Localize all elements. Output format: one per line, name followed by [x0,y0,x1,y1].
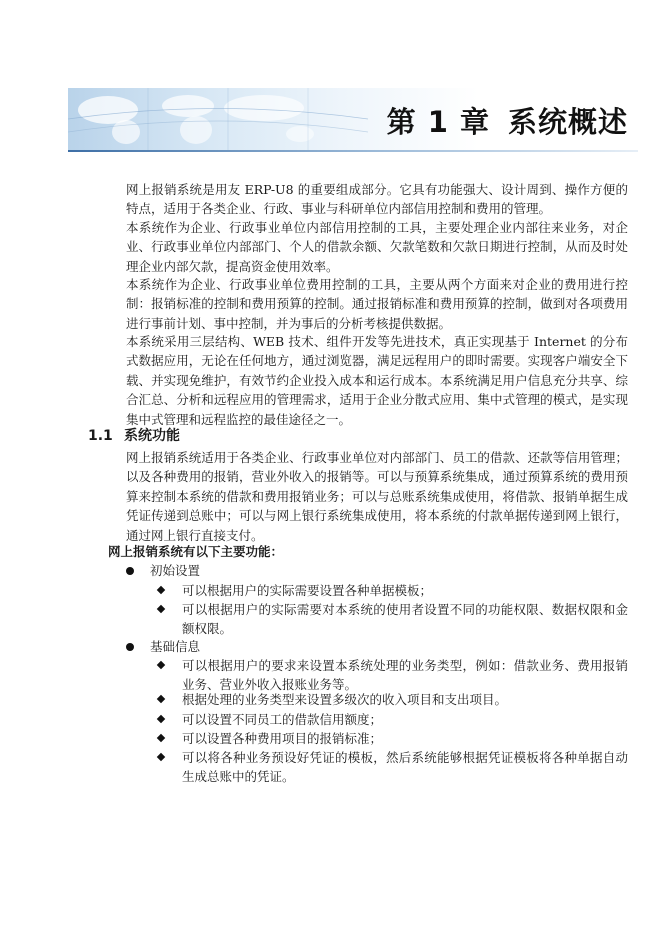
chapter-title-text: 系统概述 [507,105,628,139]
feature-list-intro: 网上报销系统有以下主要功能： [108,544,284,559]
chapter-heading [387,100,628,141]
feature-item: 可以设置各种费用项目的报销标准； [158,729,628,748]
diamond-bullet-icon [157,605,165,613]
feature-item: 可以设置不同员工的借款信用额度； [158,710,628,729]
banner-rule [68,150,638,152]
section-title: 系统功能 [124,428,180,444]
diamond-bullet-icon [157,734,165,742]
feature-item: 可以根据用户的实际需要设置各种单据模板； [158,581,628,600]
feature-item: 根据处理的业务类型来设置多级次的收入项目和支出项目。 [158,690,628,709]
feature-item: 可以根据用户的实际需要对本系统的使用者设置不同的功能权限、数据权限和金额权限。 [158,600,628,638]
diamond-bullet-icon [157,715,165,723]
diamond-bullet-icon [157,753,165,761]
bullet-icon [126,567,134,575]
diamond-bullet-icon [157,661,165,669]
diamond-bullet-icon [157,695,165,703]
intro-paragraph: 本系统作为企业、行政事业单位费用控制的工具，主要从两个方面来对企业的费用进行控制：报销标准的控制和费用预算的控制。通过报销标准和费用预算的控制，做到对各项费用进行事前计划、事中控制，并为事后的分析考核提供数据。 [126,277,628,331]
section-heading [88,425,180,445]
feature-item: 可以根据用户的要求来设置本系统处理的业务类型，例如：借款业务、费用报销业务、营业外收入报账业务等。 [158,656,628,694]
section-number: 1.1 [88,428,113,444]
world-map-graphic [68,88,368,150]
feature-group-label: 初始设置 [150,563,201,578]
bullet-icon [126,643,134,651]
intro-paragraph: 本系统作为企业、行政事业单位内部信用控制的工具，主要处理企业内部往来业务，对企业、行政事业单位内部部门、个人的借款余额、欠款笔数和欠款日期进行控制，从而及时处理企业内部欠款，提高资金使用效率。 [126,220,628,274]
feature-item: 可以将各种业务预设好凭证的模板，然后系统能够根据凭证模板将各种单据自动生成总账中的凭证。 [158,748,628,786]
intro-paragraph: 本系统采用三层结构、WEB 技术、组件开发等先进技术，真正实现基于 Internet 的分布式数据应用，无论在任何地方，通过浏览器，满足远程用户的即时需要。实现客户端安全下载、并实现免维护，有效节约企业投入成本和运行成本。本系统满足用户信息充分共享、综合汇总、分析和远程应用的管理需求，适用于企业分散式应用、集中式管理的模式，是实现集中式管理和远程监控的最佳途径之一。 [126,334,628,427]
section-paragraph: 网上报销系统适用于各类企业、行政事业单位对内部部门、员工的借款、还款等信用管理；以及各种费用的报销，营业外收入的报销等。可以与预算系统集成，通过预算系统的费用预算来控制本系统的借款和费用报销业务；可以与总账系统集成使用，将借款、报销单据生成凭证传递到总账中；可以与网上银行系统集成使用，将本系统的付款单据传递到网上银行，通过网上银行直接支付。 [126,450,628,543]
chapter-banner [68,88,638,150]
chapter-number: 第 1 章 [386,105,490,139]
feature-group-label: 基础信息 [150,639,201,654]
diamond-bullet-icon [157,586,165,594]
intro-paragraph: 网上报销系统是用友 ERP-U8 的重要组成部分。它具有功能强大、设计周到、操作方便的特点，适用于各类企业、行政、事业与科研单位内部信用控制和费用的管理。 [126,182,628,217]
